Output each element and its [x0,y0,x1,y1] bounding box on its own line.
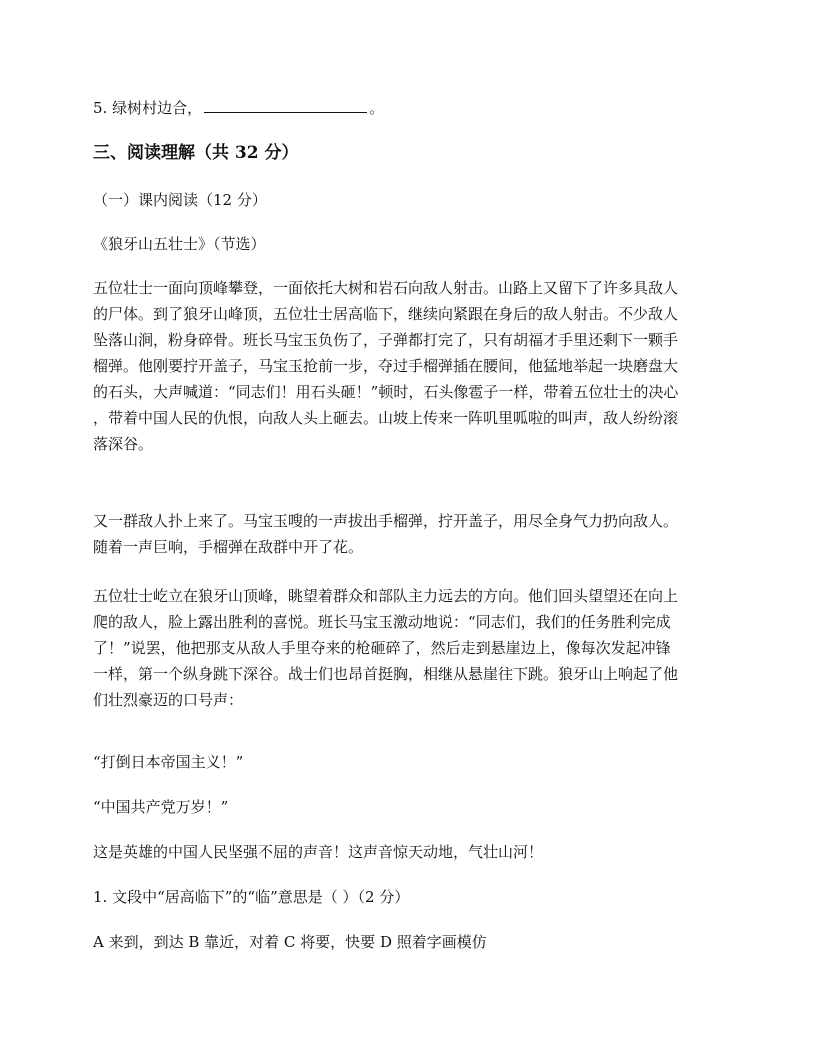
paragraph-line: 榴弹。他刚要拧开盖子，马宝玉抢前一步，夺过手榴弹插在腰间，他猛地举起一块磨盘大 [93,357,679,375]
paragraph-line: ，带着中国人民的仇恨，向敌人头上砸去。山坡上传来一阵叽里呱啦的叫声，敌人纷纷滚 [93,409,679,427]
slogan-2: “中国共产党万岁！” [93,798,229,816]
paragraph-line: 们壮烈豪迈的口号声： [93,691,244,709]
paragraph-line: 五位壮士屹立在狼牙山顶峰，眺望着群众和部队主力远去的方向。他们回头望望还在向上 [93,587,679,605]
paragraph-line: 落深谷。 [93,435,154,453]
question-5-prefix: 5. 绿树村边合， [93,99,203,117]
paragraph-line: 坠落山涧，粉身碎骨。班长马宝玉负伤了，子弹都打完了，只有胡福才手里还剩下一颗手 [93,331,679,349]
passage-paragraph-3 [93,583,725,713]
passage-paragraph-2 [93,508,725,560]
subsection-1-title: （一）课内阅读（12 分） [93,191,267,209]
slogan-1: “打倒日本帝国主义！” [93,753,244,771]
answer-blank[interactable] [204,98,367,113]
paragraph-line: 随着一声巨响，手榴弹在敌群中开了花。 [93,538,364,556]
paragraph-line: 又一群敌人扑上来了。马宝玉嗖的一声拔出手榴弹，拧开盖子，用尽全身气力扔向敌人。 [93,512,679,530]
passage-closing: 这是英雄的中国人民坚强不屈的声音！这声音惊天动地，气壮山河！ [93,843,544,861]
question-1-options: A 来到，到达 B 靠近，对着 C 将要，快要 D 照着字画模仿 [93,933,487,951]
paragraph-line: 的尸体。到了狼牙山峰顶，五位壮士居高临下，继续向紧跟在身后的敌人射击。不少敌人 [93,305,679,323]
paragraph-line: 的石头，大声喊道：“同志们！用石头砸！”顿时，石头像雹子一样，带着五位壮士的决心 [93,383,679,401]
paragraph-line: 五位壮士一面向顶峰攀登，一面依托大树和岩石向敌人射击。山路上又留下了许多具敌人 [93,279,679,297]
passage-title: 《狼牙山五壮士》（节选） [93,235,266,253]
paragraph-line: 了！”说罢，他把那支从敌人手里夺来的枪砸碎了，然后走到悬崖边上，像每次发起冲锋 [93,639,671,657]
paragraph-line: 一样，第一个纵身跳下深谷。战士们也昂首挺胸，相继从悬崖往下跳。狼牙山上响起了他 [93,665,679,683]
section-3-title: 三、阅读理解（共 32 分） [93,143,299,163]
question-5-suffix: 。 [369,99,385,117]
question-5 [93,97,384,119]
question-1-text: 1. 文段中“居高临下”的“临”意思是（ ）（2 分） [93,888,410,906]
passage-paragraph-1 [93,275,725,457]
paragraph-line: 爬的敌人，脸上露出胜利的喜悦。班长马宝玉激动地说：“同志们，我们的任务胜利完成 [93,613,671,631]
